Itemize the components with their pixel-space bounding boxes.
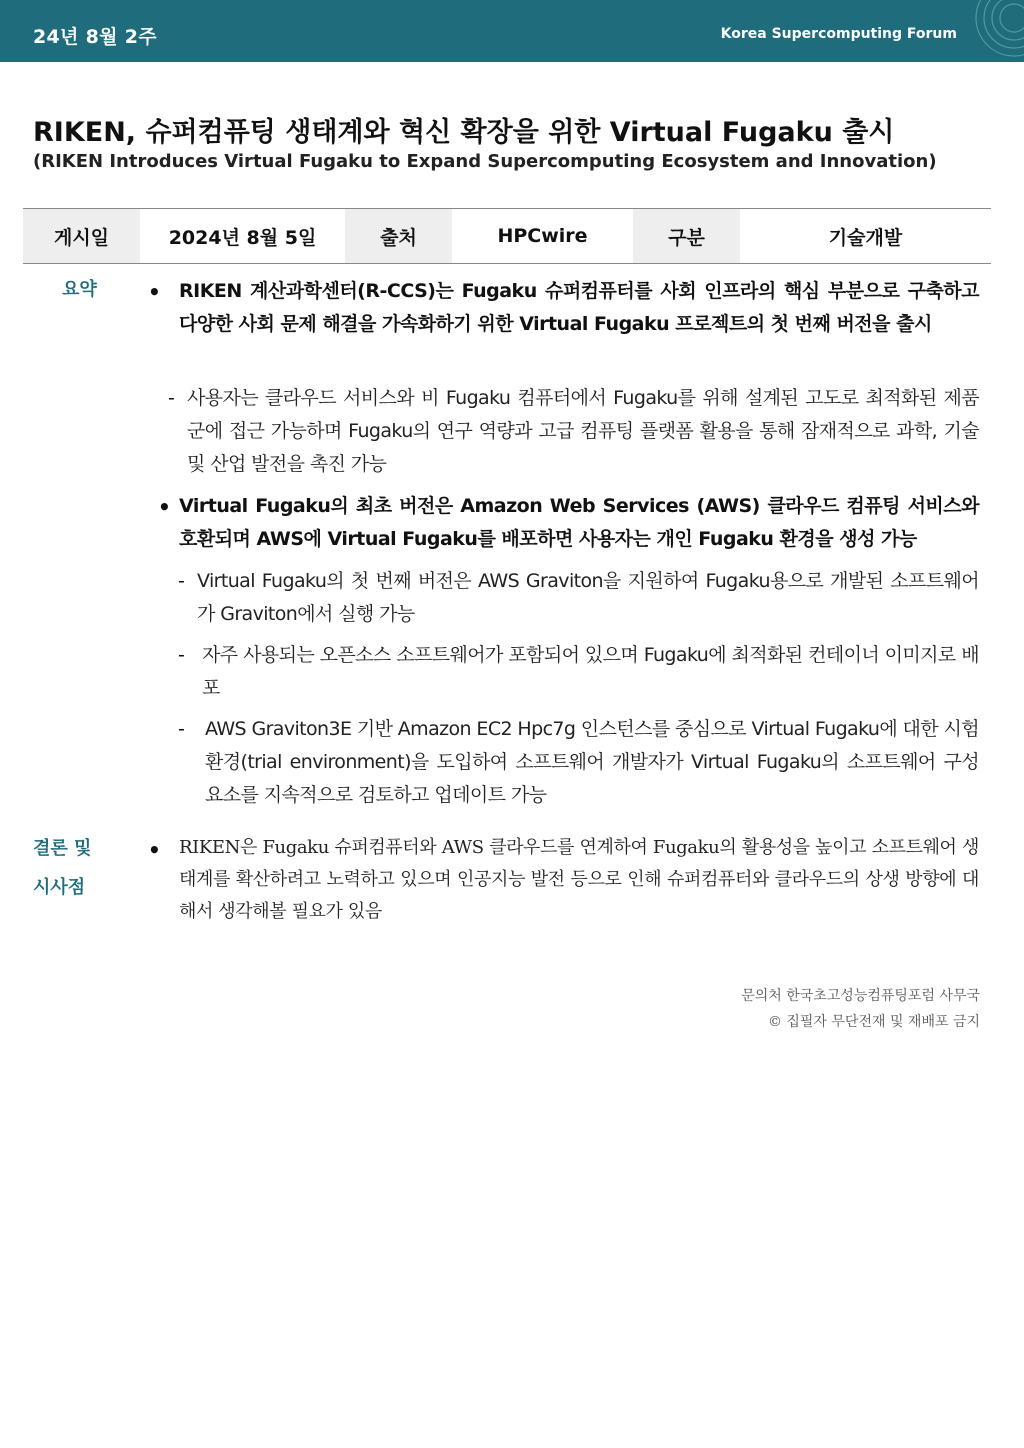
summary-bullet-2: Virtual Fugaku의 최초 버전은 Amazon Web Services (AWS) 클라우드 컴퓨팅 서비스와 호환되며 AWS에 Virtual Fugaku를 배포하면 사용자는 개인 Fugaku 환경을 생성 가능 <box>179 495 979 550</box>
conclusion-label-line2: 시사점 <box>33 877 86 898</box>
summary-bullet-1-detail: 사용자는 클라우드 서비스와 비 Fugaku 컴퓨터에서 Fugaku를 위해 설계된 고도로 최적화된 제품군에 접근 가능하며 Fugaku의 연구 역량과 고급 컴퓨팅 플랫폼 활용을 통해 잠재적으로 과학, 기술 및 산업 발전을 촉진 가능 <box>187 387 979 475</box>
date-value: 2024년 8월 5일 <box>168 226 317 249</box>
dash-marker: - <box>178 644 185 666</box>
bullet-marker: • <box>148 838 161 862</box>
bullet-marker: • <box>148 280 161 304</box>
category-label: 구분 <box>633 209 740 263</box>
dash-marker: - <box>168 387 175 409</box>
dash-marker: - <box>178 718 185 740</box>
info-table <box>23 208 991 264</box>
date-label: 게시일 <box>23 209 140 263</box>
header-bar <box>0 0 1024 62</box>
summary-bullet-1: RIKEN 계산과학센터(R-CCS)는 Fugaku 슈퍼컴퓨터를 사회 인프라의 핵심 부분으로 구축하고 다양한 사회 문제 해결을 가속화하기 위한 Virtual Fugaku 프로젝트의 첫 번째 버전을 출시 <box>179 280 979 335</box>
conclusion-label-line1: 결론 및 <box>33 838 92 859</box>
contact-line: 문의처 한국초고성능컴퓨팅포럼 사무국 <box>741 988 980 1004</box>
bullet-marker: • <box>158 495 171 519</box>
article-subtitle: (RIKEN Introduces Virtual Fugaku to Expand Supercomputing Ecosystem and Innovation) <box>33 151 937 172</box>
summary-bullet-2-detail-1: Virtual Fugaku의 첫 번째 버전은 AWS Graviton을 지원하여 Fugaku용으로 개발된 소프트웨어가 Graviton에서 실행 가능 <box>197 570 979 625</box>
category-value: 기술개발 <box>828 226 903 249</box>
article-title: RIKEN, 슈퍼컴퓨팅 생태계와 혁신 확장을 위한 Virtual Fugaku 출시 <box>33 117 895 148</box>
decorative-swirl-icon <box>944 0 1024 62</box>
source-label: 출처 <box>345 209 452 263</box>
summary-label: 요약 <box>62 279 97 300</box>
dash-marker: - <box>178 570 185 592</box>
source-value: HPCwire <box>497 225 588 247</box>
copyright-line: © 집필자 무단전재 및 재배포 금지 <box>767 1014 980 1030</box>
summary-bullet-2-detail-3: AWS Graviton3E 기반 Amazon EC2 Hpc7g 인스턴스를 중심으로 Virtual Fugaku에 대한 시험 환경(trial environment)을 도입하여 소프트웨어 개발자가 Virtual Fugaku의 소프트웨어 구성 요소를 지속적으로 검토하고 업데이트 가능 <box>205 718 979 806</box>
summary-bullet-2-detail-2: 자주 사용되는 오픈소스 소프트웨어가 포함되어 있으며 Fugaku에 최적화된 컨테이너 이미지로 배포 <box>202 644 979 699</box>
issue-week: 24년 8월 2주 <box>33 26 157 48</box>
org-name: Korea Supercomputing Forum <box>720 26 957 42</box>
conclusion-bullet: RIKEN은 Fugaku 슈퍼컴퓨터와 AWS 클라우드를 연계하여 Fugaku의 활용성을 높이고 소프트웨어 생태계를 확산하려고 노력하고 있으며 인공지능 발전 등으로 인해 슈퍼컴퓨터와 클라우드의 상생 방향에 대해서 생각해볼 필요가 있음 <box>179 837 979 922</box>
